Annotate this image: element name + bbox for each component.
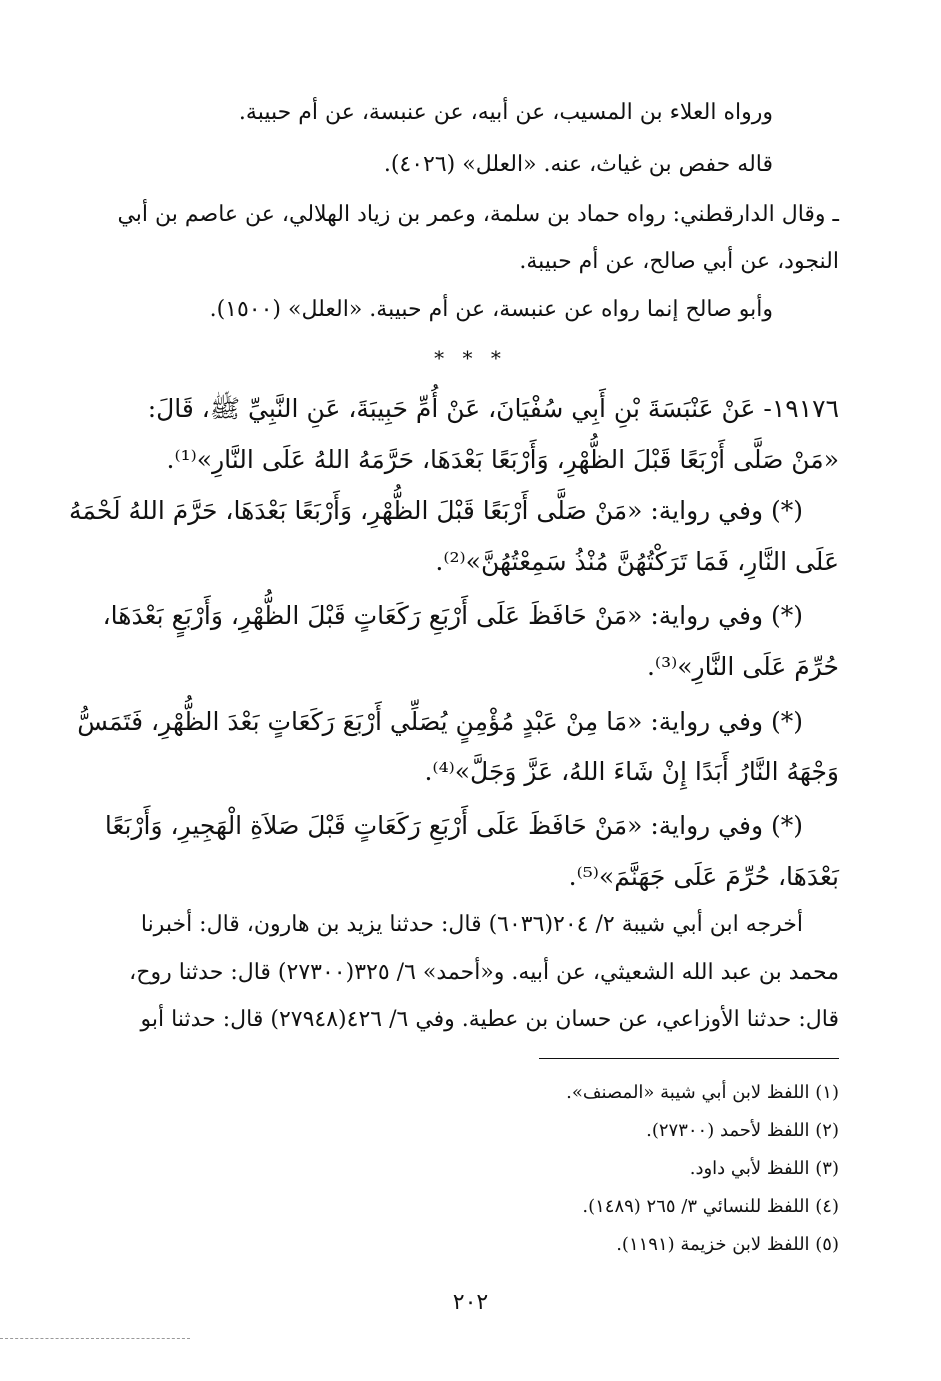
- footnote: (٣) اللفظ لأبي داود.: [689, 1158, 839, 1179]
- hadith-line: عَلَى النَّارِ، فَمَا تَرَكْتُهُنَّ مُنْذُ سَمِعْتُهُنَّ»⁽²⁾.: [435, 547, 839, 576]
- takhrij-line: قال: حدثنا الأوزاعي، عن حسان بن عطية. وفي ٦/ ٤٢٦(٢٧٩٤٨) قال: حدثنا أبو: [140, 1007, 839, 1032]
- hadith-line: «مَنْ صَلَّى أَرْبَعًا قَبْلَ الظُّهْرِ، وَأَرْبَعًا بَعْدَهَا، حَرَّمَهُ اللهُ عَلَى النَّارِ»⁽¹⁾.: [166, 445, 839, 474]
- section-separator: * * *: [434, 346, 507, 370]
- hadith-line: وَجْهَهُ النَّارُ أَبَدًا إِنْ شَاءَ اللهُ، عَزَّ وَجَلَّ»⁽⁴⁾.: [424, 757, 839, 786]
- hadith-line: (*) وفي رواية: «مَنْ صَلَّى أَرْبَعًا قَبْلَ الظُّهْرِ، وَأَرْبَعًا بَعْدَهَا، حَرَّمَ اللهُ لَحْمَهُ: [68, 496, 803, 525]
- hadith-line: (*) وفي رواية: «مَا مِنْ عَبْدٍ مُؤْمِنٍ يُصَلِّي أَرْبَعَ رَكَعَاتٍ بَعْدَ الظُّهْرِ، فَتَمَسُّ: [77, 707, 803, 736]
- hadith-line: ١٩١٧٦- عَنْ عَنْبَسَةَ بْنِ أَبِي سُفْيَانَ، عَنْ أُمِّ حَبِيبَةَ، عَنِ النَّبِيِّ ﷺ، قَالَ:: [147, 394, 839, 423]
- takhrij-line: أخرجه ابن أبي شيبة ٢/ ٢٠٤(٦٠٣٦) قال: حدثنا يزيد بن هارون، قال: أخبرنا: [140, 912, 803, 937]
- scan-edge-mark: [0, 1338, 190, 1339]
- footnote: (١) اللفظ لابن أبي شيبة «المصنف».: [566, 1082, 839, 1103]
- footnote: (٥) اللفظ لابن خزيمة (١١٩١).: [616, 1234, 839, 1255]
- text-line: ـ وقال الدارقطني: رواه حماد بن سلمة، وعمر بن زياد الهلالي، عن عاصم بن أبي: [117, 202, 839, 227]
- text-line: ورواه العلاء بن المسيب، عن أبيه، عن عنبسة، عن أم حبيبة.: [238, 100, 773, 125]
- footnote: (٢) اللفظ لأحمد (٢٧٣٠٠).: [646, 1120, 839, 1141]
- takhrij-line: محمد بن عبد الله الشعيثي، عن أبيه. و«أحمد» ٦/ ٣٢٥(٢٧٣٠٠) قال: حدثنا روح،: [129, 960, 839, 985]
- text-line: قاله حفص بن غياث، عنه. «العلل» (٤٠٢٦).: [383, 152, 773, 177]
- footnote-rule: [539, 1058, 839, 1059]
- text-line: النجود، عن أبي صالح، عن أم حبيبة.: [519, 249, 839, 274]
- hadith-line: (*) وفي رواية: «مَنْ حَافَظَ عَلَى أَرْبَعِ رَكَعَاتٍ قَبْلَ الظُّهْرِ، وَأَرْبَعٍ بَعْدَهَا،: [102, 601, 803, 630]
- hadith-line: حُرِّمَ عَلَى النَّارِ»⁽³⁾.: [646, 652, 839, 681]
- hadith-line: بَعْدَهَا، حُرِّمَ عَلَى جَهَنَّمَ»⁽⁵⁾.: [568, 862, 839, 891]
- page-number: ٢٠٢: [452, 1290, 489, 1315]
- text-line: وأبو صالح إنما رواه عن عنبسة، عن أم حبيبة. «العلل» (١٥٠٠).: [209, 297, 773, 322]
- footnote: (٤) اللفظ للنسائي ٣/ ٢٦٥ (١٤٨٩).: [582, 1196, 839, 1217]
- hadith-line: (*) وفي رواية: «مَنْ حَافَظَ عَلَى أَرْبَعِ رَكَعَاتٍ قَبْلَ صَلاَةِ الْهَجِيرِ، وَأَرْبَعًا: [104, 811, 803, 840]
